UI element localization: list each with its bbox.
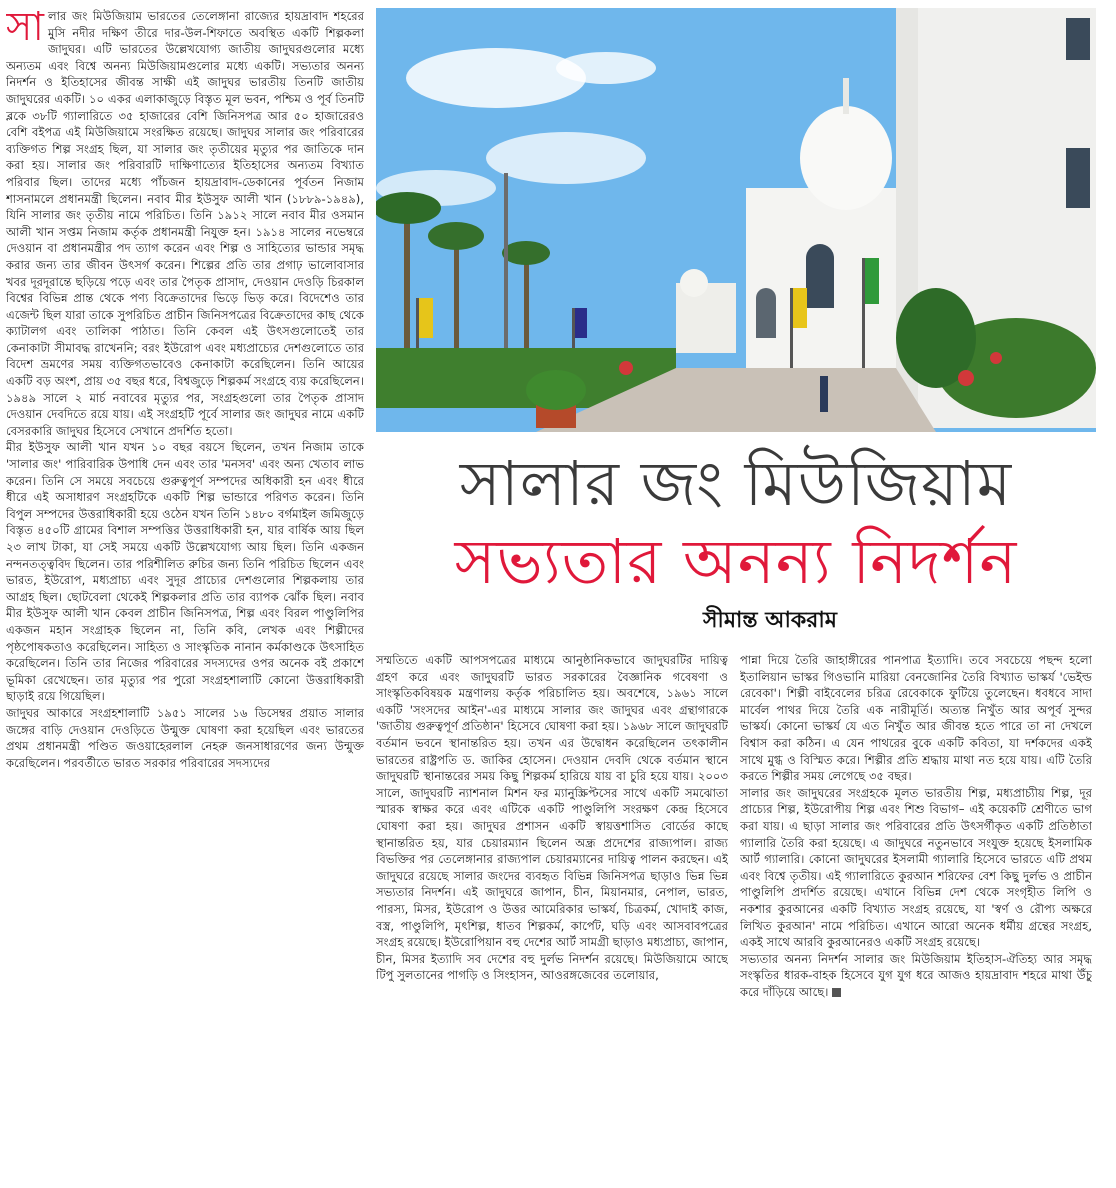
cloud (406, 48, 586, 108)
flag (575, 308, 587, 338)
article-paragraph: জাদুঘর আকারে সংগ্রহশালাটি ১৯৫১ সালের ১৬ ডিসেম্বর প্রয়াত সালার জঙ্গের বাড়ি দেওয়ান দেওড়িতে উন্মুক্ত ঘোষণা করা হয়েছিল এবং ভারতের প্রথম প্রধানমন্ত্রী পণ্ডিত জওয়াহেরলাল নেহরু জনসাধারণের জন্য উন্মুক্ত করেছিলেন। পরবর্তীতে ভারত সরকার পরিবারের সদস্যদের (6, 705, 364, 770)
planter-bush (526, 370, 586, 410)
flag (793, 288, 807, 328)
flag (419, 298, 433, 338)
tower-window (1066, 148, 1090, 208)
palm-trunk (524, 253, 529, 353)
flowers (619, 361, 633, 375)
palm-crown (376, 192, 441, 224)
end-mark-icon (832, 988, 841, 997)
byline: সীমান্ত আকরাম (703, 608, 837, 633)
article-paragraph: সম্মতিতে একটি আপসপত্রের মাধ্যমে আনুষ্ঠানিকভাবে জাদুঘরটির দায়িত্ব গ্রহণ করে এবং জাদুঘরটি ভারত সরকারের বৈজ্ঞানিক গবেষণা ও সাংস্কৃতিকবিষয়ক মন্ত্রণালয় কর্তৃক পরিচালিত হয়। অবশেষে, ১৯৬১ সালে একটি 'সংসদের আইন'-এর মাধ্যমে সালার জং জাদুঘর এবং গ্রন্থাগারকে 'জাতীয় গুরুত্বপূর্ণ প্রতিষ্ঠান' হিসেবে ঘোষণা করা হয়। ১৯৬৮ সালে জাদুঘরটি বর্তমান ভবনে স্থানান্তরিত হয়। তখন এর উদ্বোধন করেছিলেন তৎকালীন ভারতের রাষ্ট্রপতি ড. জাকির হোসেন। দেওয়ান দেবদি থেকে বর্তমান স্থানে জাদুঘরটি স্থানান্তরের সময় কিছু শিল্পকর্ম হারিয়ে যায় বা চুরি হয়ে যায়। ২০০৩ সালে, জাদুঘরটি ন্যাশনাল মিশন ফর ম্যানুস্ক্রিপ্টসের সাথে একটি সমঝোতা স্মারক স্বাক্ষর করে এবং এটিকে একটি পাণ্ডুলিপি সংরক্ষণ কেন্দ্র হিসেবে ঘোষণা করা হয়। জাদুঘর প্রশাসন একটি স্বায়ত্তশাসিত বোর্ডের কাছে স্থানান্তরিত হয়, যার চেয়ারম্যান ছিলেন অন্ধ্র প্রদেশের রাজ্যপাল। রাজ্য বিভক্তির পর তেলেঙ্গানার রাজ্যপাল চেয়ারম্যানের দায়িত্ব পালন করছেন। এই জাদুঘরে রয়েছে সালার জংদের ব্যবহৃত বিভিন্ন জিনিসপত্র ছাড়াও ভিন্ন ভিন্ন সভ্যতার নিদর্শন। এই জাদুঘরে জাপান, চীন, মিয়ানমার, নেপাল, ভারত, পারস্য, মিসর, ইউরোপ ও উত্তর আমেরিকার ভাস্কর্য, চিত্রকর্ম, খোদাই কাজ, বস্ত্র, পাণ্ডুলিপি, মৃৎশিল্প, ধাতব শিল্পকর্ম, কার্পেট, ঘড়ি এবং আসবাবপত্রের সংগ্রহ রয়েছে। ইউরোপিয়ান বহু দেশের আর্ট সামগ্রী ছাড়াও মধ্যপ্রাচ্য, জাপান, চীন, মিসর ইত্যাদি সব দেশের বহু দুর্লভ নিদর্শন রয়েছে। মিউজিয়ামে আছে টিপু সুলতানের পাগড়ি ও সিংহাসন, আওরঙ্গজেবের তলোয়ার, (376, 653, 728, 983)
article-paragraph: সালার জং মিউজিয়াম ভারতের তেলেঙ্গানা রাজ্যের হায়দ্রাবাদ শহরের মুসি নদীর দক্ষিণ তীরে দার-উল-শিফাতে অবস্থিত একটি শিল্পকলা জাদুঘর। এটি ভারতের উল্লেখযোগ্য জাতীয় জাদুঘরগুলোর মধ্যে অন্যতম এবং বিশ্বে অনন্য মিউজিয়ামগুলোর মধ্যে একটি। সভ্যতার অনন্য নিদর্শন ও ইতিহাসের জীবন্ত সাক্ষী এই জাদুঘর ভারতীয় তিনটি জাতীয় জাদুঘরের একটি। ১০ একর এলাকাজুড়ে বিস্তৃত মূল ভবন, পশ্চিম ও পূর্ব তিনটি ব্লকে ৩৮টি গ্যালারিতে ৩৫ হাজারের বেশি জিনিসপত্র আর ৫০ হাজারেরও বেশি বইপত্র এই মিউজিয়ামে সংরক্ষিত রয়েছে। জাদুঘর সালার জং পরিবারের ব্যক্তিগত শিল্প সংগ্রহ ছিল, যা সালার জং তৃতীয়ের মৃত্যুর পর জাতিকে দান করা হয়। সালার জং পরিবারটি দাক্ষিণাত্যের ইতিহাসের অন্যতম বিখ্যাত পরিবার ছিল। তাদের মধ্যে পাঁচজন হায়দ্রাবাদ-ডেকানের পূর্বতন নিজাম শাসনামলে প্রধানমন্ত্রী ছিলেন। নবাব মীর ইউসুফ আলী খান (১৮৮৯-১৯৪৯), যিনি সালার জং তৃতীয় নামে পরিচিত। তিনি ১৯১২ সালে নবাব মীর ওসমান আলী খান সপ্তম নিজাম কর্তৃক প্রধানমন্ত্রী নিযুক্ত হন। ১৯১৪ সালের নভেম্বরে দেওয়ান বা প্রধানমন্ত্রীর পদ ত্যাগ করেন এবং শিল্প ও সাহিত্যের ভান্ডার সমৃদ্ধ করার জন্য তার জীবন উৎসর্গ করেন। শিল্পের প্রতি তার প্রগাঢ় ভালোবাসার খবর দূরদূরান্তে ছড়িয়ে পড়ে এবং তার পৈতৃক প্রাসাদ, দেওয়ান দেওড়ি চিরকাল বিশ্বের বিভিন্ন প্রান্ত থেকে পণ্য বিক্রেতাদের ভিড়ে ভিড় করে। বিদেশেও তার এজেন্ট ছিল যারা তাকে সুপরিচিত প্রাচীন জিনিসপত্রের বিক্রেতাদের কাছ থেকে ক্যাটালগ এবং তালিকা পাঠাত। তিনি কেবল এই উৎসগুলোতেই তার কেনাকাটা সীমাবদ্ধ রাখেননি; বরং ইউরোপ এবং মধ্যপ্রাচ্যের দেশগুলোতে তার বিদেশ ভ্রমণের সময় ব্যক্তিগতভাবেও কেনাকাটা করেছিলেন। তিনি আয়ের একটি বড় অংশ, প্রায় ৩৫ বছর ধরে, বিশ্বজুড়ে শিল্পকর্ম সংগ্রহে ব্যয় করেছিলেন। ১৯৪৯ সালে ২ মার্চ নবাবের মৃত্যুর পর, সংগ্রহগুলো তার পৈতৃক প্রাসাদ দেওয়ান দেবদিতে রয়ে যায়। এই সংগ্রহটি পূর্বে সালার জং জাদুঘর নামে একটি বেসরকারি জাদুঘর হিসেবে সেখানে প্রদর্শিত হতো। (6, 8, 364, 438)
subheadline: সভ্যতার অনন্য নিদর্শন (454, 525, 1018, 598)
flowers (958, 370, 974, 386)
lamp-pole (504, 173, 508, 373)
flag (865, 258, 879, 304)
article-paragraph: সভ্যতার অনন্য নিদর্শন সালার জং মিউজিয়াম ইতিহাস-ঐতিহ্য আর সমৃদ্ধ সংস্কৃতির ধারক-বাহক হিসেবে যুগ যুগ ধরে আজও হায়দ্রাবাদ শহরে মাথা উঁচু করে দাঁড়িয়ে আছে। (740, 951, 1092, 999)
visitor (820, 376, 828, 412)
tower-window (1066, 18, 1090, 60)
museum-photo-illustration (376, 8, 1096, 432)
article-column-left (6, 8, 364, 1180)
arched-window (806, 244, 834, 308)
article-paragraph: মীর ইউসুফ আলী খান যখন ১০ বছর বয়সে ছিলেন, তখন নিজাম তাকে 'সালার জং' পারিবারিক উপাধি দেন এবং তার 'মনসব' এবং অন্য খেতাব লাভ করেন। তিনি সে সময়ে সবচেয়ে গুরুত্বপূর্ণ সম্পদের অধিকারী হন এবং ধীরে ধীরে এই অসাধারণ সংগ্রহটিকে একটি শিল্প ভান্ডারে পরিণত করেন। তিনি বিপুল সম্পদের উত্তরাধিকারী হয়ে ওঠেন যখন তিনি ১৪৮০ বর্গমাইল জমিজুড়ে বিস্তৃত ৪৫০টি গ্রামের বিশাল সম্পত্তির উত্তরাধিকারী হন, যার বার্ষিক আয় ছিল ২৩ লাখ টাকা, যা সেই সময়ে একটি উল্লেখযোগ্য আয় ছিল। তিনি একজন নন্দনতত্ত্ববিদ ছিলেন। তার পরিশীলিত রুচির জন্য তিনি পরিচিত ছিলেন এবং ভারত, ইউরোপ, মধ্যপ্রাচ্য এবং সুদূর প্রাচ্যের দেশগুলোর শিল্পকলায় তার আগ্রহ ছিল। ছোটবেলা থেকেই শিল্পকলার প্রতি তার ব্যাপক ঝোঁক ছিল। নবাব মীর ইউসুফ আলী খান কেবল প্রাচীন জিনিসপত্র, শিল্প এবং বিরল পাণ্ডুলিপির একজন মহান সংগ্রাহক ছিলেন না, তিনি কবি, লেখক এবং শিল্পীদের পৃষ্ঠপোষকতাও করেছিলেন। সাহিত্য ও সাংস্কৃতিক নানান কর্মকাণ্ডকে উৎসাহিত করেছিলেন। তিনি তার নিজের পরিবারের সদস্যদের ওপর অনেক বই প্রকাশে ভূমিকা রেখেছেন। তার মৃত্যুর পর পুরো সংগ্রহশালাটি কোনো উত্তরাধিকারী ছাড়াই রয়ে গিয়েছিল। (6, 440, 364, 704)
article-column-middle (376, 652, 728, 1180)
dome-spire (843, 78, 849, 114)
cloud (556, 52, 656, 84)
palm-crown (502, 241, 550, 265)
article-column-right (740, 652, 1092, 1180)
article-paragraph: পান্না দিয়ে তৈরি জাহাঙ্গীরের পানপাত্র ইত্যাদি। তবে সবচেয়ে পছন্দ হলো ইতালিয়ান ভাস্কর গিওভানি মারিয়া বেনজোনির তৈরি বিখ্যাত ভাস্কর্য 'ভেইল্ড রেবেকা'। শিল্পী বাইবেলের চরিত্র রেবেকাকে ফুটিয়ে তুলেছেন। ধবধবে সাদা মার্বেল পাথর দিয়ে তৈরি এক নারীমূর্তি। অত্যন্ত নিখুঁত আর অপূর্ব সুন্দর ভাস্কর্য। কোনো ভাস্কর্য যে এত নিখুঁত আর জীবন্ত হতে পারে তা না দেখলে বিশ্বাস করা কঠিন। এ যেন পাথরের বুকে একটি কবিতা, যা দর্শকদের একই সাথে মুগ্ধ ও বিস্মিত করে। শিল্পীর প্রতি শ্রদ্ধায় মাথা নত হয়ে যায়। এটি তৈরি করতে শিল্পীর সময় লেগেছে ৩৫ বছর। (740, 653, 1092, 784)
palm-crown (428, 222, 484, 250)
palm-trunk (454, 238, 459, 358)
museum-photo (376, 8, 1096, 432)
cloud (486, 132, 646, 184)
museum-dome (800, 106, 892, 210)
headline: সালার জং মিউজিয়াম (459, 447, 1013, 520)
article-paragraph: সালার জং জাদুঘরের সংগ্রহকে মূলত ভারতীয় শিল্প, মধ্যপ্রাচ্যীয় শিল্প, দূর প্রাচ্যের শিল্প, ইউরোপীয় শিল্প এবং শিশু বিভাগ– এই কয়েকটি শ্রেণীতে ভাগ করা যায়। এ ছাড়া সালার জং পরিবারের প্রতি উৎসর্গীকৃত একটি প্রতিষ্ঠাতা গ্যালারি তৈরি করা হয়েছে। এ জাদুঘরে নতুনভাবে সংযুক্ত হয়েছে ইসলামিক আর্ট গ্যালারি। কোনো জাদুঘরের ইসলামী গ্যালারি হিসেবে ভারতে এটি প্রথম এবং বিশ্বে তৃতীয়। এই গ্যালারিতে কুরআন শরিফের বেশ কিছু দুর্লভ ও প্রাচীন পাণ্ডুলিপি প্রদর্শিত রয়েছে। এখানে বিভিন্ন দেশ থেকে সংগৃহীত লিপি ও নকশার কুরআনের একটি বিখ্যাত সংগ্রহ রয়েছে, যা 'স্বর্ণ ও রৌপ্য অক্ষরে লিখিত কুরআন' নামে পরিচিত। এখানে আরো অনেক ধর্মীয় গ্রন্থের সংগ্রহ, একই সাথে আরবি কুরআনেরও একটি সংগ্রহ রয়েছে। (740, 785, 1092, 950)
dropcap: সা (6, 8, 45, 50)
arched-window (756, 288, 776, 338)
flowers (990, 352, 1002, 364)
palm-trunk (404, 208, 410, 358)
distant-dome (680, 269, 708, 297)
